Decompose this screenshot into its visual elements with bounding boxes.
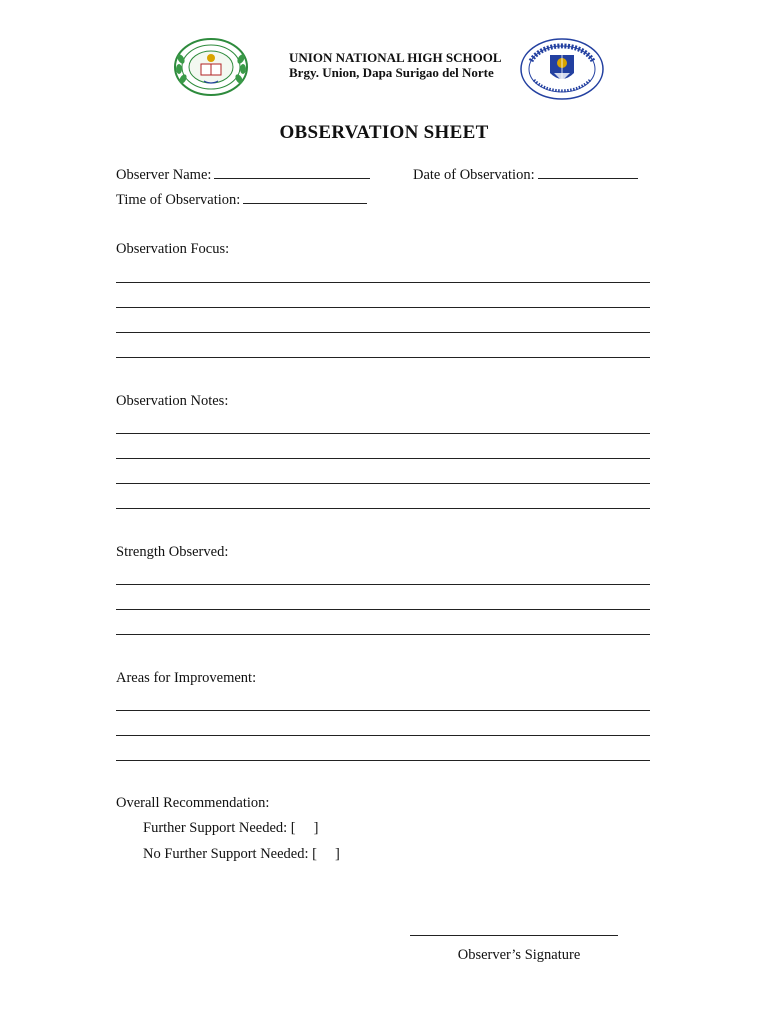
observer-name-label: Observer Name: — [116, 167, 212, 183]
notes-line[interactable] — [116, 433, 650, 434]
focus-line[interactable] — [116, 332, 650, 333]
focus-line[interactable] — [116, 307, 650, 308]
improvement-line[interactable] — [116, 760, 650, 761]
notes-line[interactable] — [116, 483, 650, 484]
strength-observed-heading: Strength Observed: — [116, 544, 229, 560]
strength-line[interactable] — [116, 634, 650, 635]
observer-name-field[interactable] — [116, 166, 370, 184]
further-support-needed-option[interactable] — [143, 820, 318, 837]
date-of-observation-field[interactable] — [413, 166, 638, 184]
overall-recommendation-heading: Overall Recommendation: — [116, 795, 270, 811]
no-further-support-close-bracket: ] — [334, 846, 340, 862]
strength-line[interactable] — [116, 584, 650, 585]
signature-line[interactable] — [410, 935, 618, 936]
improvement-line[interactable] — [116, 735, 650, 736]
improvement-line[interactable] — [116, 710, 650, 711]
no-further-support-needed-label: No Further Support Needed: [ — [143, 846, 317, 862]
focus-line[interactable] — [116, 357, 650, 358]
observation-notes-heading: Observation Notes: — [116, 393, 229, 409]
school-address: Brgy. Union, Dapa Surigao del Norte — [289, 65, 494, 80]
observation-focus-heading: Observation Focus: — [116, 241, 230, 257]
observer-signature-label: Observer’s Signature — [457, 947, 581, 963]
notes-line[interactable] — [116, 508, 650, 509]
observer-name-blank[interactable] — [214, 166, 370, 179]
focus-line[interactable] — [116, 282, 650, 283]
time-of-observation-field[interactable] — [116, 191, 367, 209]
deped-seal-logo — [519, 37, 605, 101]
further-support-needed-label: Further Support Needed: [ — [143, 820, 296, 836]
notes-line[interactable] — [116, 458, 650, 459]
further-support-close-bracket: ] — [313, 820, 319, 836]
strength-line[interactable] — [116, 609, 650, 610]
time-of-observation-label: Time of Observation: — [116, 192, 241, 208]
date-of-observation-blank[interactable] — [538, 166, 638, 179]
page-title: OBSERVATION SHEET — [279, 122, 489, 143]
areas-for-improvement-heading: Areas for Improvement: — [116, 670, 257, 686]
school-name: UNION NATIONAL HIGH SCHOOL — [289, 50, 502, 65]
no-further-support-needed-option[interactable] — [143, 846, 340, 863]
date-of-observation-label: Date of Observation: — [413, 167, 535, 183]
time-of-observation-blank[interactable] — [243, 191, 367, 204]
school-seal-logo — [171, 37, 251, 97]
